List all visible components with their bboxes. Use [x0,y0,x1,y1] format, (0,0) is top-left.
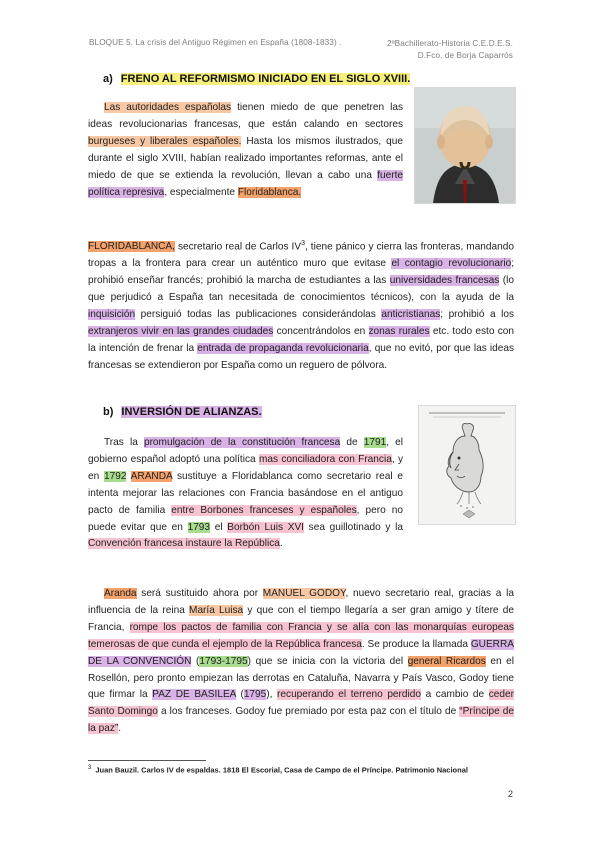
text: , pero no puede evitar que en [88,504,403,533]
hl-propaganda: entrada de propaganda revolucionaria [197,342,369,354]
hl-constitucion: promulgación de la constitución francesa [143,437,341,448]
text: Hasta los mismos ilustrados, que durante el siglo XVIII, habían realizado importantes reformas, ante el miedo de que se extienda la revolución, llevan a cabo una [88,135,403,181]
header-right [387,38,513,62]
footnote-text: Juan Bauzil. Carlos IV de espaldas. 1818 El Escorial, Casa de Campo de el Príncipe. Patrimonio Nacional [95,765,468,775]
hl-principe-paz: “Príncipe de la paz” [88,706,515,735]
text: ; prohibió enseñar francés; prohibió la marcha de estudiantes a las [88,258,515,287]
hl-universidades: universidades francesas [389,275,500,287]
hl-1795: 1795 [243,689,267,701]
paragraph-authorities [88,100,403,201]
text: el [210,521,228,533]
hl-burgueses: burgueses y liberales españoles. [88,135,242,147]
hl-floridablanca: Floridablanca. [237,186,302,198]
page-number: 2 [507,789,513,799]
text: , que no evitó, por que las ideas francesas se extendieron por España como un reguero de pólvora. [88,342,515,371]
hl-convencion-republica: Convención francesa instaure la República [88,538,280,550]
text: sustituye a Floridablanca como secretario real e intenta mejorar las relaciones con Francia basándose en el antiguo pacto de familia [88,470,403,516]
hl-aranda-2: Aranda [104,588,137,599]
hl-godoy: MANUEL GODOY [262,588,346,599]
carlos-iv-portrait-drawing [415,88,515,203]
footnote [88,765,468,775]
footnote-ref: 3 [301,240,305,247]
hl-maria-luisa: María Luisa [189,604,244,616]
text: ; prohibió a los [440,308,514,320]
hl-anticristianas: anticristianas [381,308,441,320]
hl-luis-xvi: Borbón Luis XVI [227,521,304,533]
text: ) que se inicia con la victoria del [247,655,408,667]
hl-extranjeros: extranjeros vivir en las grandes ciudades [88,325,274,337]
footnote-number: 3 [88,765,92,771]
hl-guerra-convencion: GUERRA DE LA CONVENCIÓN [88,638,514,667]
section-b-label: b) [103,406,114,418]
text: persiguió todas las publicaciones considerándolas [135,308,382,320]
text: , tiene pánico y cierra las fronteras, mandando tropas a la frontera para crear un auténtico muro que evitase [88,241,514,270]
engraving-drawing [419,406,515,524]
text: , el gobierno español adoptó una política [88,437,404,465]
hl-general-ricardos: general Ricardos [407,655,486,667]
text: concentrándolos en [273,325,369,337]
text: sea guillotinado y la [304,521,403,533]
section-b-heading [103,406,262,418]
hl-contagio: el contagio revolucionario [391,258,512,270]
header-right-line2: D.Fco. de Borja Caparrós [417,51,513,60]
text: tienen miedo de que penetren las ideas revolucionarias francesas, que están calando en sectores [88,102,403,130]
carlos-iv-portrait-image [414,87,516,204]
footnote-divider [88,760,206,761]
text: (lo que perjudicó a España tan necesitada de conocimientos técnicos), con la ayuda de la [88,275,514,304]
text: será sustituido ahora por [136,588,263,599]
hl-1792: 1792 [104,470,127,482]
text: y que con el tiempo llegaría a ser gran amigo y títere de Francia, [88,604,514,633]
section-b-title: INVERSIÓN DE ALIANZAS. [121,406,262,418]
section-a-title: FRENO AL REFORMISMO INICIADO EN EL SIGLO XVIII. [120,73,411,85]
hl-recuperando: recuperando el terreno perdido [277,689,421,701]
text: . [118,723,122,735]
hl-paz-basilea: PAZ DE BASILEA [152,689,236,701]
hl-conciliadora: mas conciliadora con Francia [258,453,392,465]
hl-zonas-rurales: zonas rurales [368,325,430,337]
hl-aranda: ARANDA [130,470,173,482]
text: , especialmente [164,186,238,198]
louis-xvi-guillotine-engraving [418,405,516,525]
hl-borbones: entre Borbones franceses y españoles [171,504,357,516]
text: de [340,437,364,448]
text: Tras la [104,437,144,448]
hl-1793: 1793 [187,521,211,533]
text: . [279,538,283,550]
section-a-label: a) [103,73,113,85]
hl-santo-domingo: ceder Santo Domingo [88,689,514,718]
text: ( [191,655,200,667]
text: etc. todo esto con la intención de frenar la [88,325,514,354]
text: . Se produce la llamada [361,638,471,650]
hl-1791: 1791 [363,437,387,448]
paragraph-floridablanca [88,236,514,375]
hl-1793-1795: 1793-1795 [199,655,248,667]
text: ), [266,689,278,701]
text: a cambio de [421,689,489,701]
text: a los franceses. Godoy fue premiado por esta paz con el título de [157,706,460,718]
header-left: BLOQUE 5. La crisis del Antiguo Régimen en España (1808-1833) . [89,38,342,47]
hl-floridablanca-title: FLORIDABLANCA, [88,241,175,253]
text: , nuevo secretario real, gracias a la influencia de la reina [88,588,514,616]
text: secretario real de Carlos IV [174,241,302,253]
text: , y en [88,453,403,482]
paragraph-godoy [88,586,514,738]
paragraph-inversion [88,435,403,553]
hl-inquisicion: inquisición [88,308,136,320]
section-a-heading [103,73,410,85]
text: ( [235,689,244,701]
hl-rompe-pactos: rompe los pactos de familia con Francia y se alía con las monarquías europeas temerosas de que cunda el ejemplo de la República francesa [88,621,514,650]
text: en el Rosellón, pero pronto empiezan las derrotas en Cataluña, Navarra y País Vasco, Godoy tiene que firmar la [88,655,515,701]
header-right-line1: 2ºBachillerato-Historia C.E.D.E.S. [386,39,513,48]
hl-authorities: Las autoridades españolas [104,102,232,113]
hl-politica-represiva: fuerte política represiva [88,169,403,198]
